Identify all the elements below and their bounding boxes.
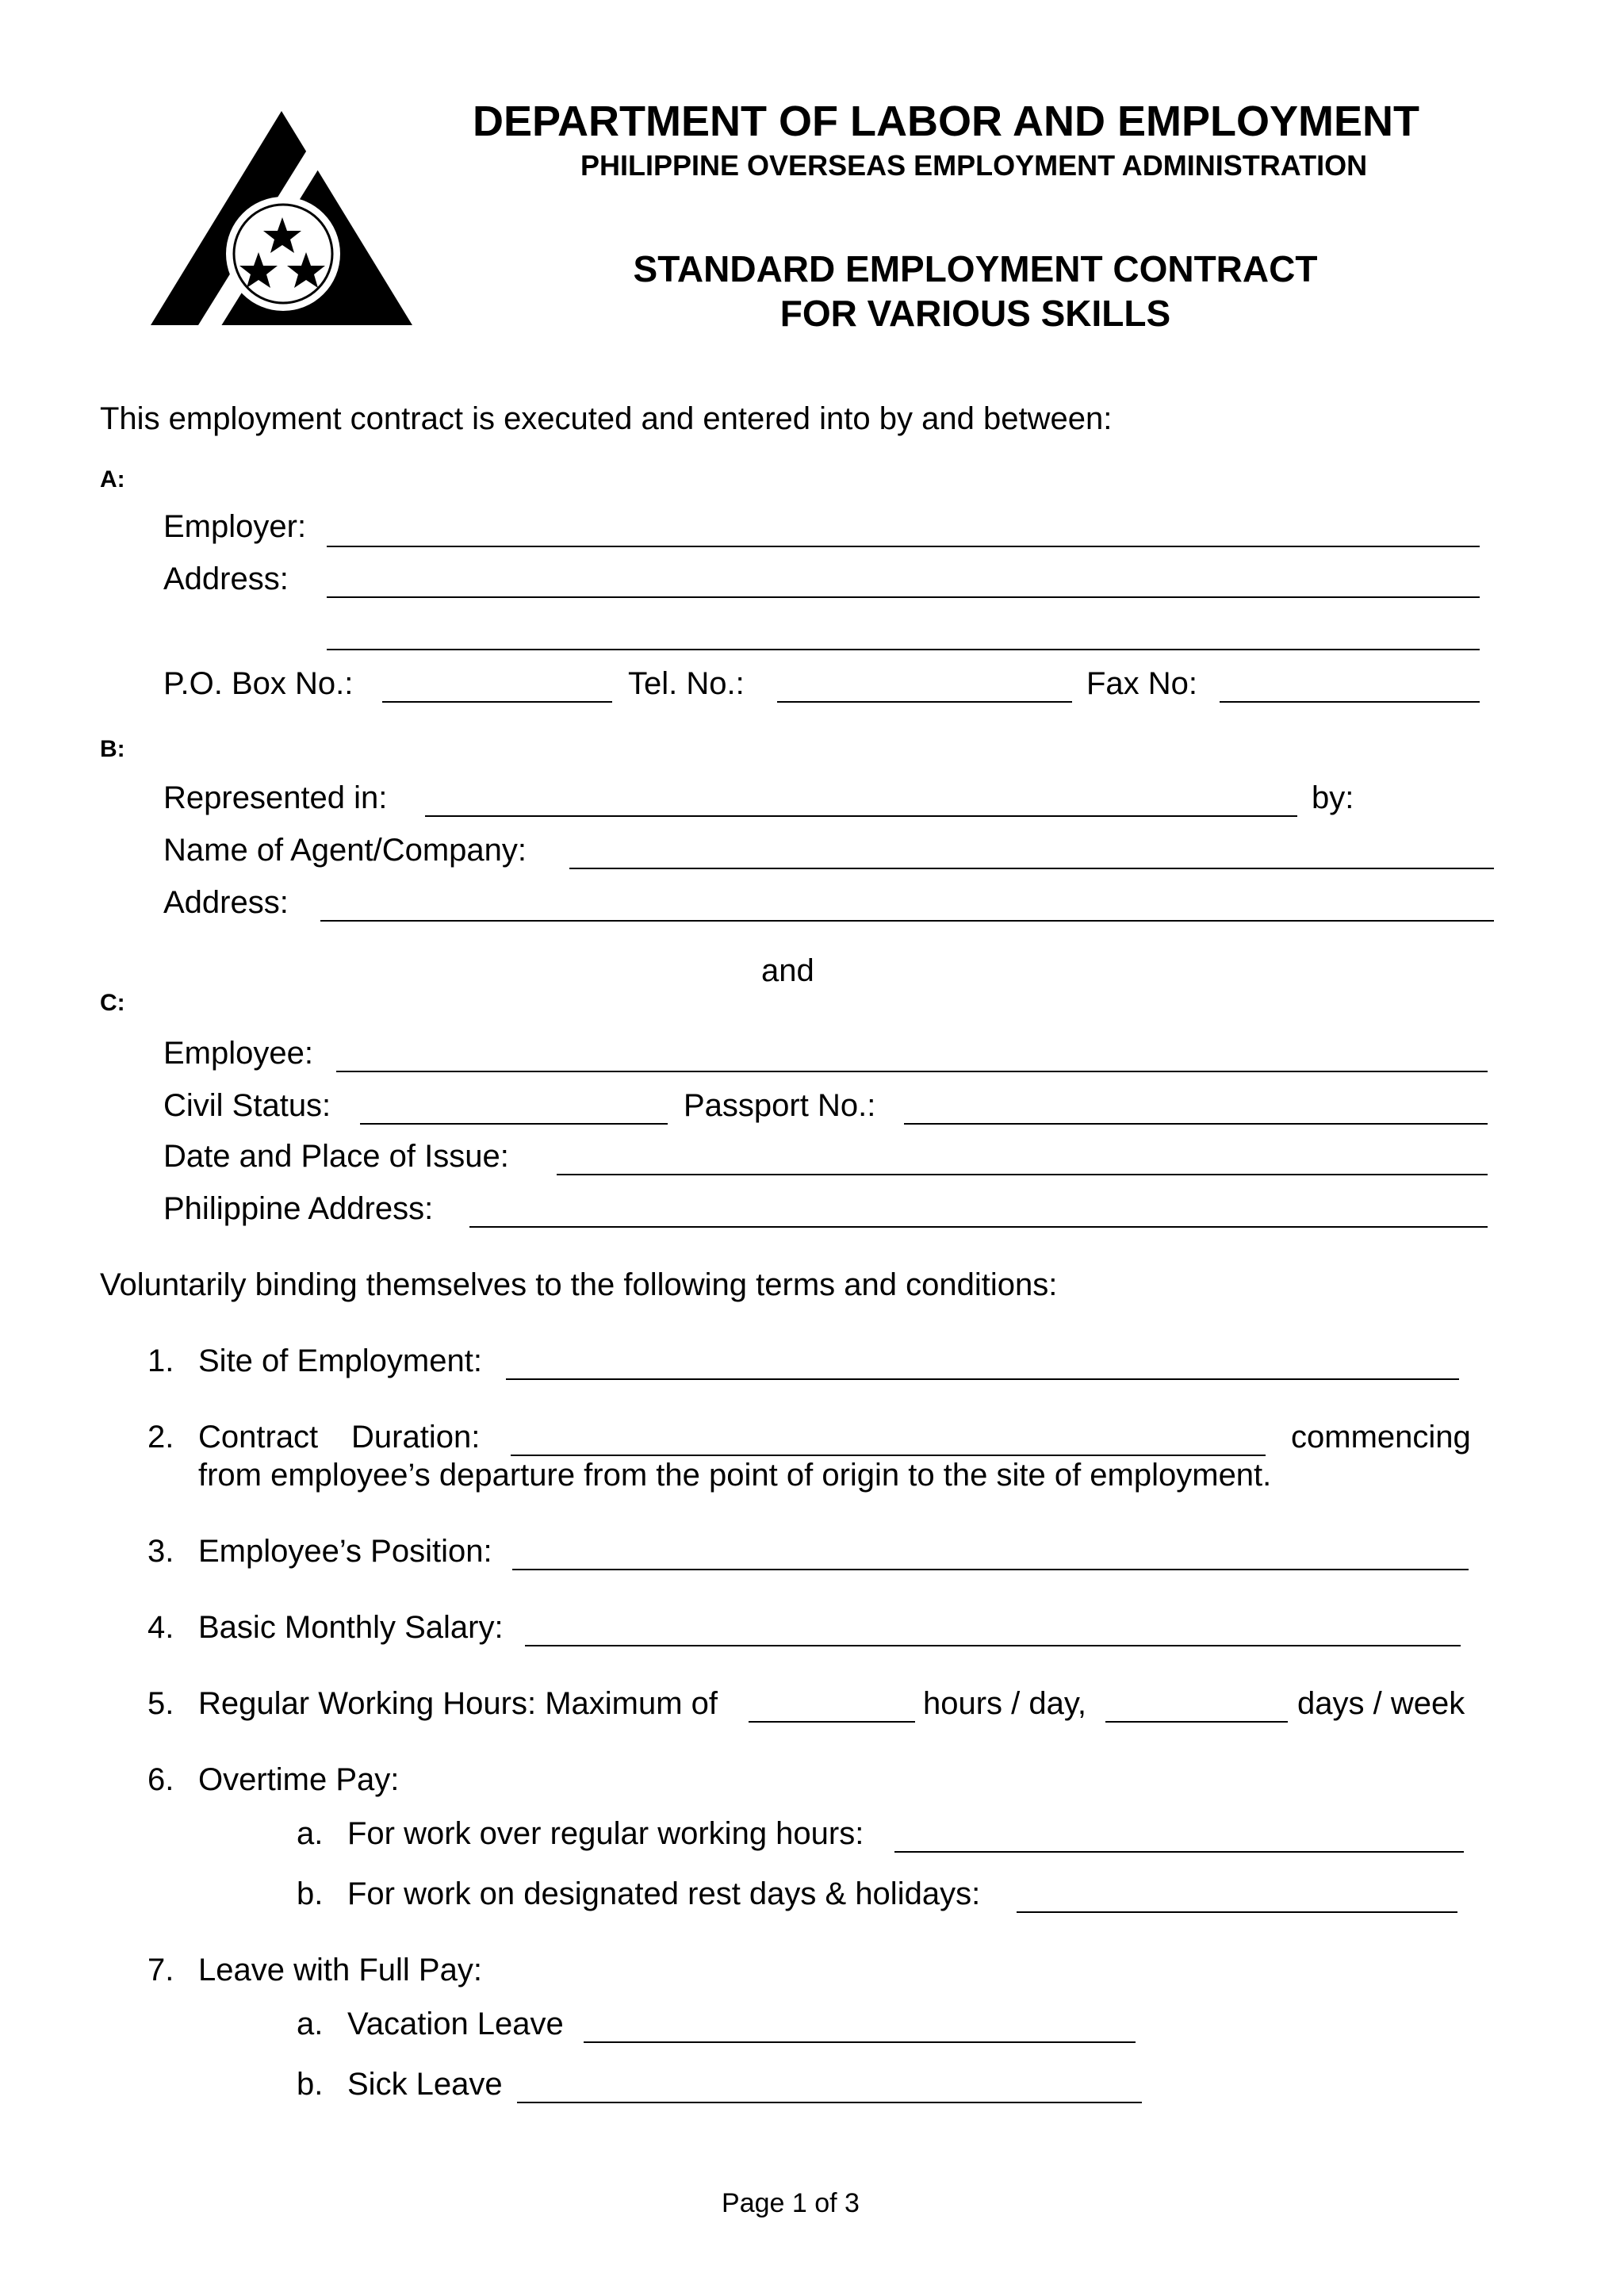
fax-label: Fax No:	[1086, 666, 1198, 701]
section-c-marker: C:	[100, 990, 125, 1016]
term-5-number: 5.	[147, 1686, 174, 1721]
employer-address-field-1[interactable]	[327, 596, 1480, 598]
issue-label: Date and Place of Issue:	[163, 1139, 509, 1174]
duration-continuation-text: from employee’s departure from the point of origin to the site of employment.	[198, 1458, 1272, 1493]
employer-field[interactable]	[327, 546, 1480, 547]
agent-address-field[interactable]	[320, 920, 1494, 922]
employee-field[interactable]	[336, 1071, 1488, 1072]
overtime-regular-field[interactable]	[894, 1851, 1464, 1853]
department-name: DEPARTMENT OF LABOR AND EMPLOYMENT	[473, 98, 1419, 145]
terms-intro: Voluntarily binding themselves to the following terms and conditions:	[100, 1267, 1058, 1302]
agent-name-label: Name of Agent/Company:	[163, 833, 527, 868]
term-7-number: 7.	[147, 1953, 174, 1987]
civil-status-label: Civil Status:	[163, 1088, 331, 1123]
page-number: Page 1 of 3	[722, 2188, 860, 2218]
employer-address-label: Address:	[163, 562, 289, 596]
section-b-marker: B:	[100, 736, 125, 762]
po-box-label: P.O. Box No.:	[163, 666, 354, 701]
issue-field[interactable]	[557, 1174, 1488, 1175]
working-hours-label: Regular Working Hours: Maximum of	[198, 1686, 718, 1721]
days-per-week-text: days / week	[1297, 1686, 1465, 1721]
commencing-text: commencing	[1291, 1420, 1471, 1455]
agent-name-field[interactable]	[569, 868, 1494, 869]
sick-leave-label: Sick Leave	[347, 2067, 503, 2102]
passport-field[interactable]	[904, 1123, 1488, 1125]
employee-position-label: Employee’s Position:	[198, 1534, 492, 1569]
overtime-pay-label: Overtime Pay:	[198, 1762, 400, 1797]
represented-by-label: by:	[1312, 780, 1354, 815]
term-2-number: 2.	[147, 1420, 174, 1455]
employer-label: Employer:	[163, 509, 307, 544]
basic-salary-field[interactable]	[525, 1645, 1461, 1646]
agent-address-label: Address:	[163, 885, 289, 920]
leave-b-letter: b.	[297, 2067, 324, 2102]
intro-text: This employment contract is executed and entered into by and between:	[100, 401, 1113, 436]
hours-per-day-field[interactable]	[749, 1721, 915, 1723]
document-title-line2: FOR VARIOUS SKILLS	[779, 293, 1171, 334]
passport-label: Passport No.:	[684, 1088, 876, 1123]
employer-address-field-2[interactable]	[327, 649, 1480, 650]
leave-full-pay-label: Leave with Full Pay:	[198, 1953, 482, 1987]
leave-a-letter: a.	[297, 2007, 324, 2041]
term-4-number: 4.	[147, 1610, 174, 1645]
tel-field[interactable]	[777, 701, 1072, 703]
duration-label: Duration:	[351, 1420, 481, 1455]
agency-name: PHILIPPINE OVERSEAS EMPLOYMENT ADMINISTRATION	[580, 149, 1368, 182]
tel-label: Tel. No.:	[628, 666, 745, 701]
document-title-line1: STANDARD EMPLOYMENT CONTRACT	[633, 248, 1318, 289]
contract-label: Contract	[198, 1420, 319, 1455]
site-of-employment-field[interactable]	[506, 1378, 1459, 1380]
overtime-regular-label: For work over regular working hours:	[347, 1816, 864, 1851]
section-a-marker: A:	[100, 466, 125, 493]
po-box-field[interactable]	[382, 701, 612, 703]
overtime-a-letter: a.	[297, 1816, 324, 1851]
and-text: and	[761, 953, 814, 988]
days-per-week-field[interactable]	[1105, 1721, 1288, 1723]
employee-position-field[interactable]	[512, 1569, 1469, 1570]
sick-leave-field[interactable]	[517, 2102, 1142, 2103]
overtime-holiday-label: For work on designated rest days & holidays:	[347, 1876, 981, 1911]
employee-label: Employee:	[163, 1036, 313, 1071]
term-3-number: 3.	[147, 1534, 174, 1569]
civil-status-field[interactable]	[360, 1123, 668, 1125]
site-of-employment-label: Site of Employment:	[198, 1343, 482, 1378]
represented-in-label: Represented in:	[163, 780, 388, 815]
basic-salary-label: Basic Monthly Salary:	[198, 1610, 504, 1645]
fax-field[interactable]	[1220, 701, 1480, 703]
overtime-b-letter: b.	[297, 1876, 324, 1911]
overtime-holiday-field[interactable]	[1017, 1911, 1457, 1913]
hours-per-day-text: hours / day,	[923, 1686, 1087, 1721]
term-1-number: 1.	[147, 1343, 174, 1378]
philippine-address-field[interactable]	[469, 1226, 1488, 1228]
term-6-number: 6.	[147, 1762, 174, 1797]
represented-in-field[interactable]	[425, 815, 1297, 817]
vacation-leave-field[interactable]	[584, 2041, 1136, 2043]
philippine-address-label: Philippine Address:	[163, 1191, 434, 1226]
vacation-leave-label: Vacation Leave	[347, 2007, 564, 2041]
